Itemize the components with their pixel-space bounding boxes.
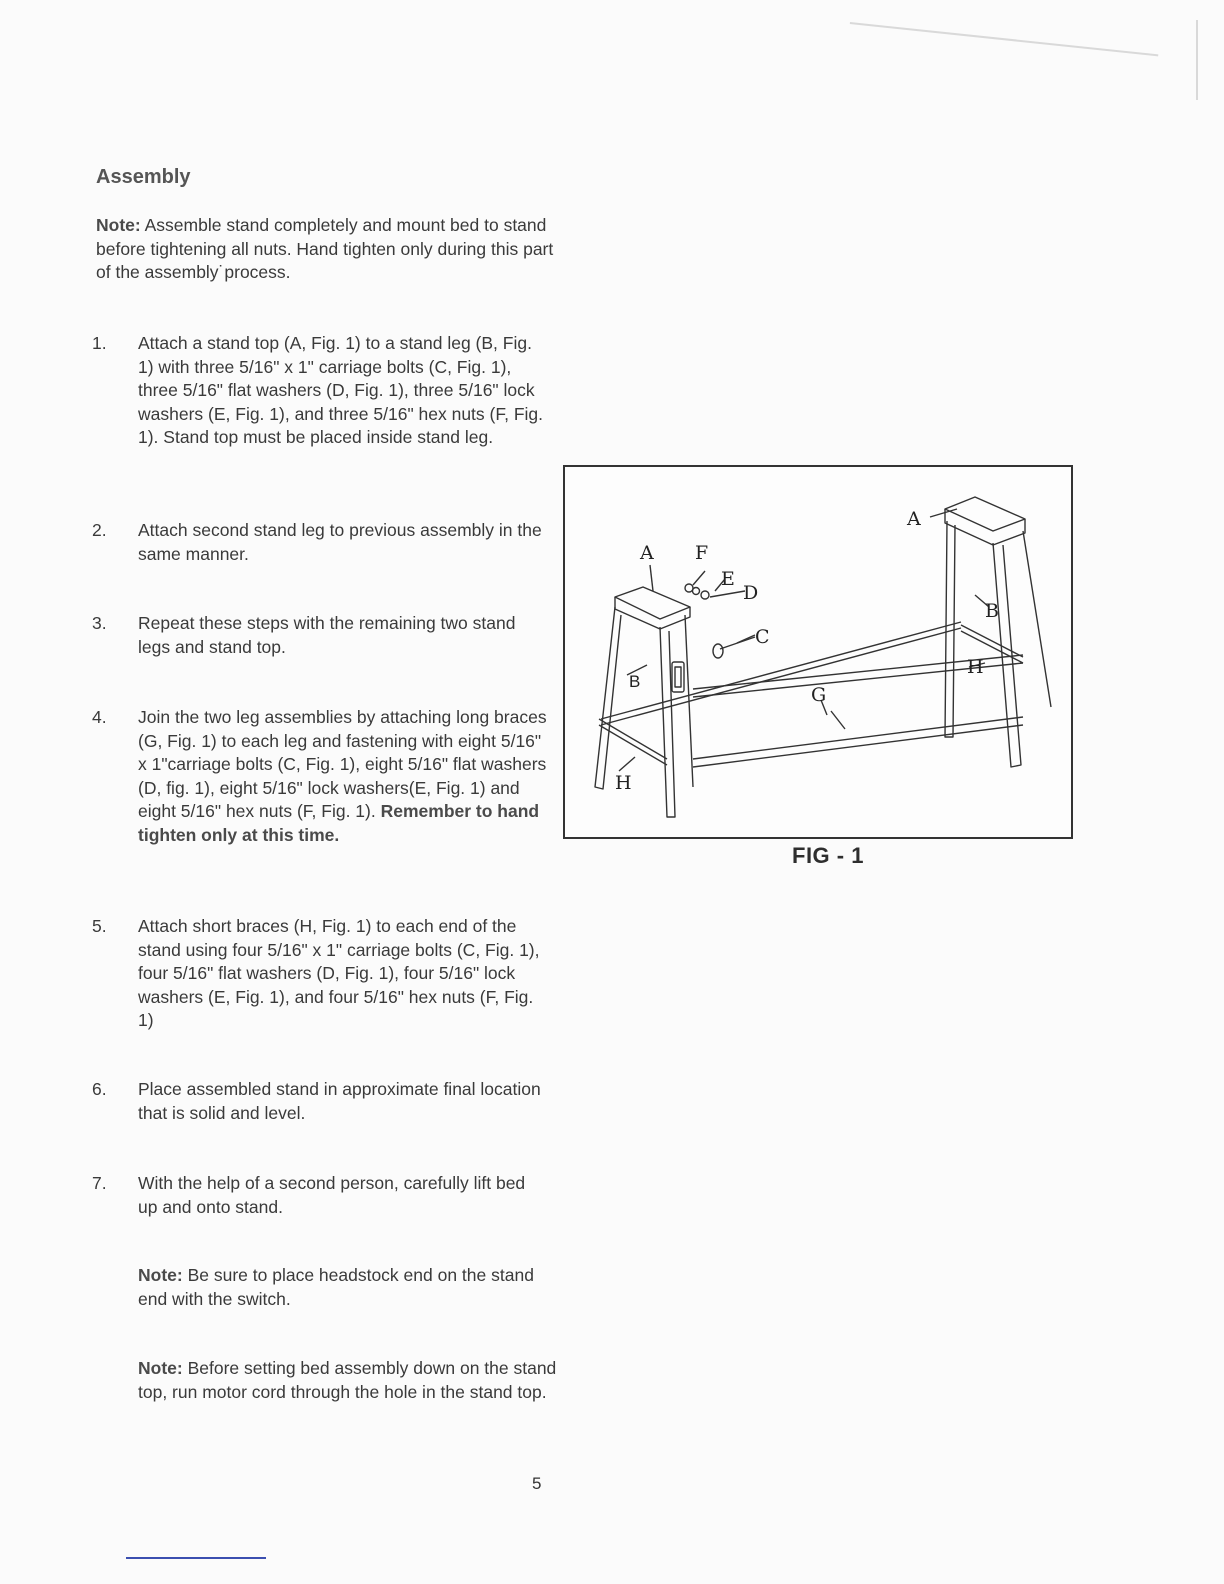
motor-cord-note bbox=[138, 1357, 558, 1404]
long-brace-front-bottom-edge bbox=[693, 725, 1023, 767]
left-leg-back bbox=[595, 607, 621, 789]
note-label: Note: bbox=[138, 1265, 183, 1285]
step-number: 2. bbox=[92, 520, 107, 540]
leader-g-lower bbox=[831, 711, 845, 729]
step-number: 5. bbox=[92, 916, 107, 936]
carriage-bolt-head bbox=[713, 644, 723, 658]
label-h-left: H bbox=[615, 772, 632, 794]
step-emphasis: Remember to hand tighten only at this time. bbox=[138, 801, 540, 845]
left-short-brace-bottom bbox=[599, 719, 667, 759]
label-g: G bbox=[811, 684, 827, 706]
long-brace-front-bottom bbox=[693, 717, 1023, 759]
step-text: Attach a stand top (A, Fig. 1) to a stand leg (B, Fig. 1) with three 5/16" x 1" carriage bolts (C, Fig. 1), three 5/16" flat washers (D, Fig. 1), three 5/16" lock washers (E, Fig. 1), and three 5/16" hex nuts (F, Fig. 1). Stand top must be placed inside stand leg. bbox=[138, 333, 544, 447]
section-heading: Assembly bbox=[96, 166, 191, 188]
step-number: 7. bbox=[92, 1173, 107, 1193]
step-text: Repeat these steps with the remaining two stand legs and stand top. bbox=[138, 613, 516, 657]
note-label: Note: bbox=[138, 1358, 183, 1378]
label-h-right: H bbox=[967, 656, 984, 678]
headstock-note bbox=[138, 1264, 558, 1311]
label-e: E bbox=[721, 568, 735, 590]
leader-a1 bbox=[650, 565, 653, 591]
scan-edge-top bbox=[850, 22, 1159, 56]
long-brace-rear bbox=[601, 622, 961, 719]
figure-1 bbox=[563, 465, 1073, 839]
note-text: Before setting bed assembly down on the stand top, run motor cord through the hole in the stand top. bbox=[138, 1358, 557, 1402]
flat-washer bbox=[701, 591, 709, 599]
step-text: Attach second stand leg to previous assembly in the same manner. bbox=[138, 520, 542, 564]
label-b-right: B bbox=[985, 600, 999, 622]
step-number: 6. bbox=[92, 1079, 107, 1099]
intro-note bbox=[96, 214, 556, 285]
right-short-brace bbox=[961, 625, 1023, 657]
right-leg-back bbox=[945, 521, 955, 737]
step-text: Attach short braces (H, Fig. 1) to each end of the stand using four 5/16" x 1" carriage bolts (C, Fig. 1), four 5/16" flat washers (D, Fig. 1), four 5/16" lock washers (E, Fig. 1), and four 5/16" hex nuts (F, Fig. 1) bbox=[138, 916, 540, 1030]
right-stand-top bbox=[945, 497, 1025, 531]
leader-c bbox=[737, 635, 755, 643]
figure-caption: FIG - 1 bbox=[792, 843, 864, 868]
note-text: Assemble stand completely and mount bed to stand before tightening all nuts. Hand tighten only during this part of the assembly˙process. bbox=[96, 215, 554, 282]
long-brace-rear-edge bbox=[601, 628, 961, 725]
scan-mark-bottom bbox=[126, 1557, 266, 1559]
label-b-left: B bbox=[629, 672, 641, 691]
label-f: F bbox=[695, 542, 709, 564]
scan-edge-right bbox=[1196, 20, 1198, 100]
note-text: Be sure to place headstock end on the stand end with the switch. bbox=[138, 1265, 534, 1309]
step-number: 3. bbox=[92, 613, 107, 633]
label-a-right: A bbox=[907, 508, 921, 530]
page-number: 5 bbox=[532, 1474, 542, 1493]
label-c: C bbox=[755, 626, 770, 648]
label-d: D bbox=[743, 582, 759, 604]
switch bbox=[675, 667, 681, 687]
left-leg-front bbox=[660, 627, 675, 817]
step-text: Place assembled stand in approximate final location that is solid and level. bbox=[138, 1079, 541, 1123]
step-number: 1. bbox=[92, 333, 107, 353]
step-text: Join the two leg assemblies by attaching long braces (G, Fig. 1) to each leg and fastening with eight 5/16" x 1"carriage bolts (C, Fig. 1), eight 5/16" flat washers (D, fig. 1), eight 5/16" lock washers(E, Fig. 1) and eight 5/16" hex nuts (F, Fig. 1). bbox=[138, 707, 547, 821]
leader-f bbox=[693, 571, 705, 585]
step-text: With the help of a second person, carefully lift bed up and onto stand. bbox=[138, 1173, 526, 1217]
step-number: 4. bbox=[92, 707, 107, 727]
leader-d bbox=[710, 591, 745, 597]
right-leg-side bbox=[1023, 531, 1051, 707]
stand-assembly-drawing bbox=[565, 467, 1071, 837]
hex-nut bbox=[685, 584, 693, 592]
label-a-left: A bbox=[640, 542, 654, 564]
note-label: Note: bbox=[96, 215, 141, 235]
leader-h1 bbox=[619, 757, 635, 771]
